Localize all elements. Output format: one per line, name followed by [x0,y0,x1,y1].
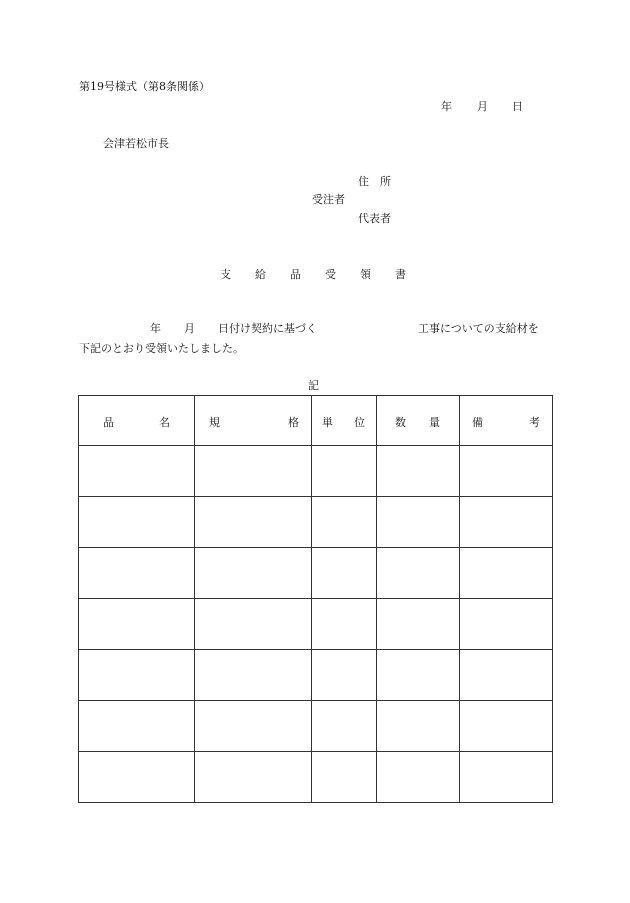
table-cell[interactable] [195,752,312,803]
header-char: 単 [322,416,333,429]
table-cell[interactable] [195,599,312,650]
title-char: 支 [220,268,231,281]
table-body [79,446,553,803]
table-cell[interactable] [312,446,377,497]
table-cell[interactable] [460,446,553,497]
header-char: 備 [472,416,483,429]
header-specification [195,396,312,446]
table-cell[interactable] [79,650,195,701]
table-row [79,548,553,599]
form-number: 第19号様式（第8条関係） [79,80,210,93]
header-item-name [79,396,195,446]
table-cell[interactable] [79,497,195,548]
body-year-label: 年 [150,322,161,335]
date-day-label: 日 [512,100,523,113]
table-row [79,752,553,803]
table-cell[interactable] [377,752,460,803]
body-line-1 [0,322,630,336]
header-unit [312,396,377,446]
table-cell[interactable] [460,548,553,599]
table-cell[interactable] [312,701,377,752]
table-cell[interactable] [312,752,377,803]
title-char: 品 [290,268,301,281]
addressee: 会津若松市長 [103,137,169,150]
supplied-items-table [78,395,553,803]
table-cell[interactable] [377,446,460,497]
body-line-2: 下記のとおり受領いたしました。 [79,342,244,355]
header-quantity [377,396,460,446]
table-cell[interactable] [79,599,195,650]
header-char: 考 [529,416,540,429]
table-cell[interactable] [79,701,195,752]
table-cell[interactable] [460,599,553,650]
table-cell[interactable] [460,752,553,803]
table-cell[interactable] [79,548,195,599]
table-cell[interactable] [460,701,553,752]
table-cell[interactable] [460,497,553,548]
table-cell[interactable] [312,650,377,701]
header-char: 名 [159,416,170,429]
table-cell[interactable] [377,497,460,548]
table-row [79,599,553,650]
title-char: 給 [255,268,266,281]
table-cell[interactable] [195,548,312,599]
body-month-label: 月 [184,322,195,335]
table-cell[interactable] [377,599,460,650]
title-char: 領 [360,268,371,281]
table-cell[interactable] [312,548,377,599]
header-char: 量 [429,416,440,429]
representative-label: 代表者 [358,212,391,225]
table-cell[interactable] [195,497,312,548]
header-char: 格 [288,416,299,429]
header-remarks [460,396,553,446]
header-char: 数 [395,416,406,429]
title-char: 受 [325,268,336,281]
header-char: 品 [103,416,114,429]
header-char: 規 [209,416,220,429]
table-cell[interactable] [195,650,312,701]
table-cell[interactable] [312,599,377,650]
table-cell[interactable] [79,446,195,497]
table-cell[interactable] [377,548,460,599]
date-month-label: 月 [477,100,488,113]
body-work-text: 工事についての支給材を [418,322,539,335]
table-cell[interactable] [195,446,312,497]
address-label: 住 所 [358,175,391,188]
table-row [79,446,553,497]
title-char: 書 [395,268,406,281]
body-contract-text: 日付け契約に基づく [218,322,317,335]
note-mark: 記 [308,379,319,392]
header-char: 位 [354,416,365,429]
table-row [79,701,553,752]
contractor-label: 受注者 [312,193,345,206]
table-cell[interactable] [377,650,460,701]
table-row [79,497,553,548]
table-header-row [79,396,553,446]
table-cell[interactable] [312,497,377,548]
table-cell[interactable] [79,752,195,803]
table-cell[interactable] [460,650,553,701]
table-cell[interactable] [377,701,460,752]
table-row [79,650,553,701]
date-year-label: 年 [441,100,452,113]
table-cell[interactable] [195,701,312,752]
